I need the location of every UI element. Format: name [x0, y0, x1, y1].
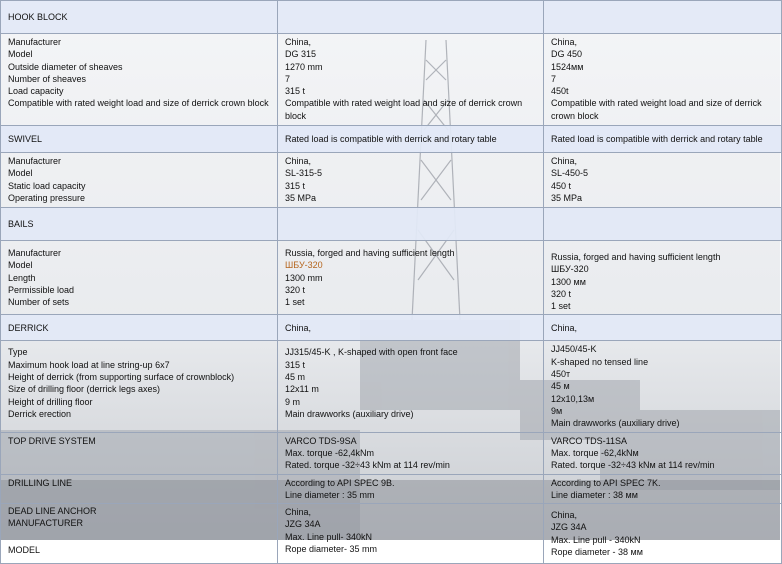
spec-value: China,	[551, 156, 578, 166]
derrick-row	[1, 341, 782, 432]
hook-block-row	[1, 34, 782, 126]
spec-label: Compatible with rated weight load and size of derrick crown block	[8, 98, 269, 109]
top-drive-title: TOP DRIVE SYSTEM	[1, 432, 278, 474]
hook-block-title: HOOK BLOCK	[1, 1, 278, 34]
spec-value: Max. torque -62,4kNм	[551, 447, 639, 458]
swivel-header-row	[1, 126, 782, 153]
swivel-sl315-values	[278, 153, 544, 208]
bails-title: BAILS	[1, 208, 278, 241]
spec-value: VARCO TDS-9SA	[285, 435, 357, 446]
spec-label: Load capacity	[8, 86, 64, 97]
spec-label: Number of sets	[8, 297, 70, 308]
spec-value: Russia, forged and having sufficient length	[285, 248, 455, 258]
hook-block-dg315-values	[278, 34, 544, 126]
swivel-title: SWIVEL	[1, 126, 278, 153]
derrick-header-row	[1, 315, 782, 341]
spec-value: China,	[551, 37, 578, 47]
spec-label: Derrick erection	[8, 408, 72, 419]
spec-value: 35 MPa	[285, 192, 317, 203]
swivel-sl450-values	[544, 153, 782, 208]
spec-value: 315 t	[285, 180, 306, 191]
spec-value: 320 t	[285, 284, 306, 295]
derrick-jj450-values	[544, 341, 782, 432]
spec-label: Size of drilling floor (derrick legs axes)	[8, 384, 161, 395]
swivel-labels	[1, 153, 278, 208]
spec-value: JJ315/45-K , K-shaped with open front face	[285, 347, 458, 358]
spec-value: 12x10,13м	[551, 393, 595, 404]
spec-value: Compatible with rated weight load and size of derrick crown block	[551, 98, 762, 121]
spec-value: Main drawworks (auxiliary drive)	[285, 408, 414, 419]
spec-value: DG 315	[285, 49, 317, 60]
spec-label: Maximum hook load at line string-up 6x7	[8, 359, 170, 370]
spec-value: 450t	[551, 86, 569, 97]
spec-value: Russia, forged and having sufficient length	[551, 252, 721, 262]
spec-value: 450 t	[551, 180, 572, 191]
spec-label-spacer	[8, 530, 270, 544]
spec-value: 1524мм	[551, 61, 584, 72]
spec-value: 35 MPa	[551, 192, 583, 203]
spec-label: MANUFACTURER	[8, 518, 84, 529]
swivel-header-col3: Rated load is compatible with derrick and rotary table	[544, 126, 782, 153]
spec-value: Max. torque -62,4kNm	[285, 447, 375, 458]
spec-label: Outside diameter of sheaves	[8, 61, 123, 72]
spec-value: 45 m	[285, 372, 306, 383]
spec-value: Line diameter : 35 mm	[285, 489, 375, 500]
spec-value: China,	[551, 510, 578, 521]
spec-value: 7	[285, 73, 291, 84]
spec-value: 12x11 m	[285, 384, 319, 395]
spec-value: China,	[285, 156, 312, 166]
spec-value: ШБУ-320	[285, 260, 323, 271]
spec-value: 1300 mm	[285, 272, 323, 283]
hook-block-dg450-values	[544, 34, 782, 126]
spec-label: MODEL	[8, 544, 41, 555]
spec-value: According to API SPEC 9B.	[285, 477, 395, 488]
spec-value: 1270 mm	[285, 61, 323, 72]
dead-line-anchor-col2-values	[278, 504, 544, 564]
spec-value: JZG 34A	[285, 519, 321, 530]
spec-value: JJ450/45-K	[551, 344, 597, 355]
spec-label: Model	[8, 168, 33, 179]
spec-label: Static load capacity	[8, 180, 86, 191]
spec-value: 1300 мм	[551, 276, 586, 287]
spec-value: Max. Line pull- 340kN	[285, 531, 373, 542]
derrick-title: DERRICK	[1, 315, 278, 341]
spec-value: Line diameter : 38 мм	[551, 489, 638, 500]
dead-line-anchor-col3-values	[544, 504, 782, 564]
bails-header-empty-2	[544, 208, 782, 241]
spec-value: 450т	[551, 369, 571, 380]
spec-value: ШБУ-320	[551, 264, 589, 275]
spec-value: Rated. torque -32÷43 kNм at 114 rev/min	[551, 460, 715, 471]
spec-label: Manufacturer	[8, 156, 62, 166]
derrick-header-col2: China,	[278, 315, 544, 341]
hook-block-header-empty-2	[544, 1, 782, 34]
derrick-labels	[1, 341, 278, 432]
bails-col2-values	[278, 241, 544, 315]
spec-value: According to API SPEC 7K.	[551, 477, 661, 488]
spec-value: 9м	[551, 405, 563, 416]
spec-value: SL-315-5	[285, 168, 323, 179]
bails-row	[1, 241, 782, 315]
spec-value: Max. Line pull - 340kN	[551, 534, 641, 545]
spec-value: 7	[551, 73, 557, 84]
drilling-line-col3-values	[544, 474, 782, 504]
bails-header-empty-1	[278, 208, 544, 241]
spec-value: Rope diameter - 38 мм	[551, 547, 643, 558]
dead-line-anchor-labels	[1, 504, 278, 564]
spec-label: DEAD LINE ANCHOR	[8, 506, 97, 517]
spec-value: 320 t	[551, 288, 572, 299]
top-drive-row	[1, 432, 782, 474]
spec-value: VARCO TDS-11SA	[551, 435, 628, 446]
hook-block-header-empty-1	[278, 1, 544, 34]
spec-value: K-shaped no tensed line	[551, 356, 649, 367]
spec-value: 9 m	[285, 396, 301, 407]
spec-value: Rated. torque -32÷43 kNm at 114 rev/min	[285, 460, 450, 471]
spec-label: Height of derrick (from supporting surface of crownblock)	[8, 372, 235, 383]
spec-value: SL-450-5	[551, 168, 589, 179]
hook-block-header-row	[1, 1, 782, 34]
spec-value: 1 set	[551, 301, 571, 312]
spec-label: Model	[8, 49, 33, 60]
spec-value: Compatible with rated weight load and size of derrick crown block	[285, 98, 523, 121]
spec-value: Rope diameter- 35 mm	[285, 544, 378, 555]
spec-label: Operating pressure	[8, 192, 86, 203]
drilling-line-title: DRILLING LINE	[1, 474, 278, 504]
drilling-line-col2-values	[278, 474, 544, 504]
spec-label: Model	[8, 260, 33, 271]
spec-value: 315 t	[285, 359, 306, 370]
bails-col3-values	[544, 241, 782, 315]
spec-value: 1 set	[285, 297, 305, 308]
top-drive-tds9sa-values	[278, 432, 544, 474]
bails-header-row	[1, 208, 782, 241]
derrick-header-col3: China,	[544, 315, 782, 341]
spec-label: Manufacturer	[8, 248, 62, 258]
top-drive-tds11sa-values	[544, 432, 782, 474]
dead-line-anchor-row	[1, 504, 782, 564]
spec-value: 45 м	[551, 381, 570, 392]
derrick-jj315-values	[278, 341, 544, 432]
drilling-line-row	[1, 474, 782, 504]
spec-label: Manufacturer	[8, 37, 62, 47]
swivel-header-col2: Rated load is compatible with derrick and rotary table	[278, 126, 544, 153]
spec-label: Length	[8, 272, 36, 283]
hook-block-labels	[1, 34, 278, 126]
spec-value: JZG 34A	[551, 522, 587, 533]
bails-labels	[1, 241, 278, 315]
spec-label: Permissible load	[8, 284, 75, 295]
spec-label: Number of sheaves	[8, 73, 87, 84]
spec-value: Main drawworks (auxiliary drive)	[551, 418, 680, 429]
swivel-row	[1, 153, 782, 208]
spec-value: DG 450	[551, 49, 583, 60]
spec-label: Height of drilling floor	[8, 396, 93, 407]
spec-value: China,	[285, 507, 312, 518]
spec-value: China,	[285, 37, 312, 47]
spec-value: 315 t	[285, 86, 306, 97]
spec-label: Type	[8, 347, 28, 358]
